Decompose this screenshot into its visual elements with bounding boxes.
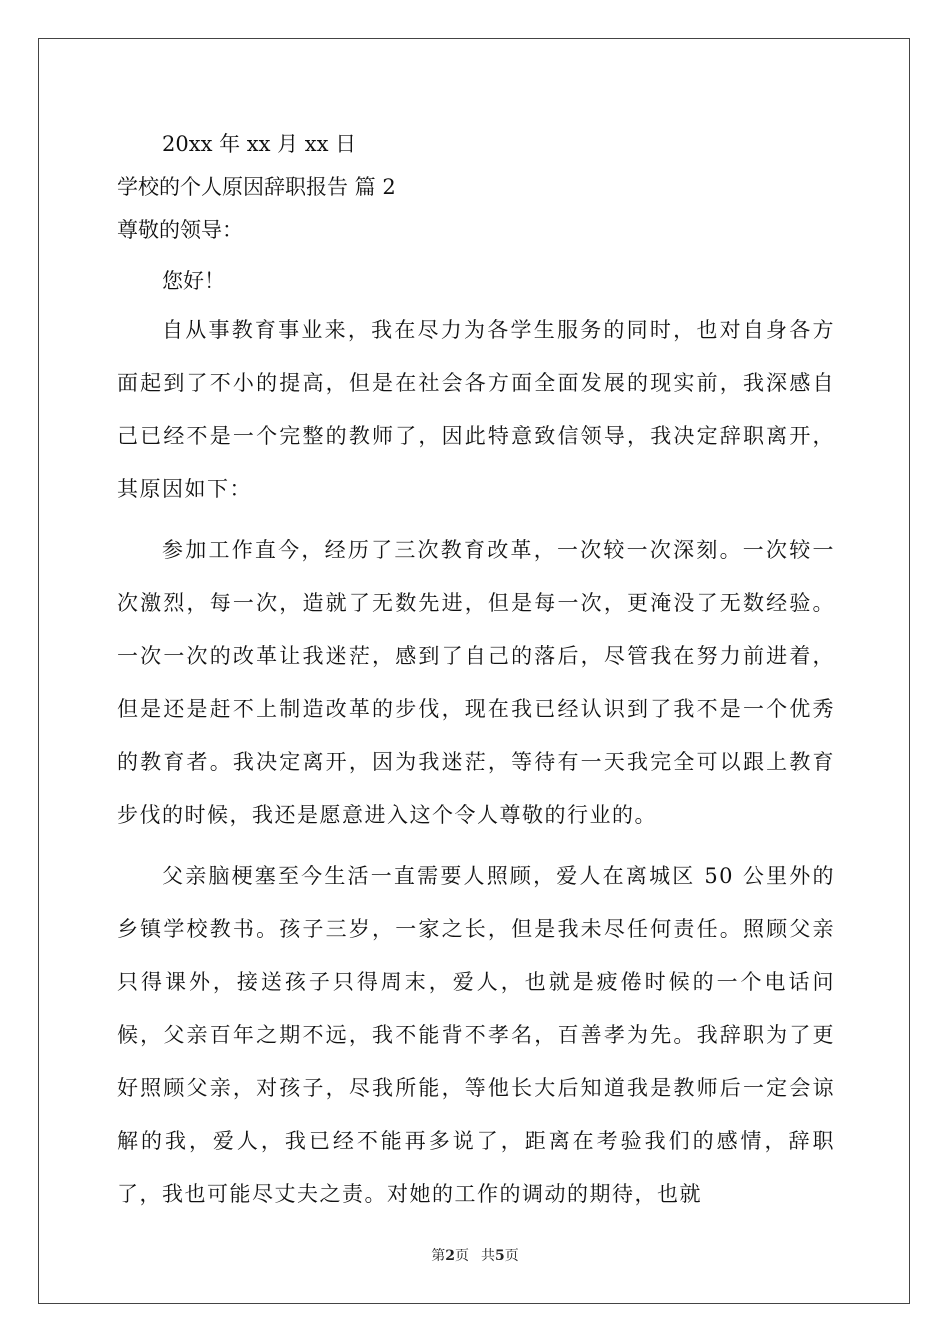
page-footer: [0, 1247, 950, 1265]
document-body: [117, 130, 835, 1221]
total-prefix: 共: [481, 1248, 495, 1264]
page-total: 5: [495, 1248, 505, 1264]
paragraph-2: 参加工作直今，经历了三次教育改革，一次较一次深刻。一次较一次激烈，每一次，造就了无数先进，但是每一次，更淹没了无数经验。一次一次的改革让我迷茫，感到了自己的落后，尽管我在努力前进着，但是还是赶不上制造改革的步伐，现在我已经认识到了我不是一个优秀的教育者。我决定离开，因为我迷茫，等待有一天我完全可以跟上教育步伐的时候，我还是愿意进入这个令人尊敬的行业的。: [117, 538, 835, 827]
page-suffix: 页: [455, 1248, 469, 1264]
paragraph-3: 父亲脑梗塞至今生活一直需要人照顾，爱人在离城区 50 公里外的乡镇学校教书。孩子三岁，一家之长，但是我未尽任何责任。照顾父亲只得课外，接送孩子只得周末，爱人，也就是疲倦时候的一个电话问候，父亲百年之期不远，我不能背不孝名，百善孝为先。我辞职为了更好照顾父亲，对孩子，尽我所能，等他长大后知道我是教师后一定会谅解的我，爱人，我已经不能再多说了，距离在考验我们的感情，辞职了，我也可能尽丈夫之责。对她的工作的调动的期待，也就: [117, 864, 835, 1206]
page-current: 2: [445, 1248, 455, 1264]
page-prefix: 第: [431, 1248, 446, 1264]
total-suffix: 页: [504, 1248, 519, 1264]
document-date: 20xx 年 xx 月 xx 日: [162, 132, 357, 156]
salutation: 尊敬的领导：: [117, 218, 243, 242]
document-title: 学校的个人原因辞职报告 篇 2: [117, 175, 396, 199]
paragraph-1: 自从事教育事业来，我在尽力为各学生服务的同时，也对自身各方面起到了不小的提高，但是在社会各方面全面发展的现实前，我深感自己已经不是一个完整的教师了，因此特意致信领导，我决定辞职离开，其原因如下：: [117, 318, 835, 501]
greeting: 您好！: [162, 269, 225, 293]
